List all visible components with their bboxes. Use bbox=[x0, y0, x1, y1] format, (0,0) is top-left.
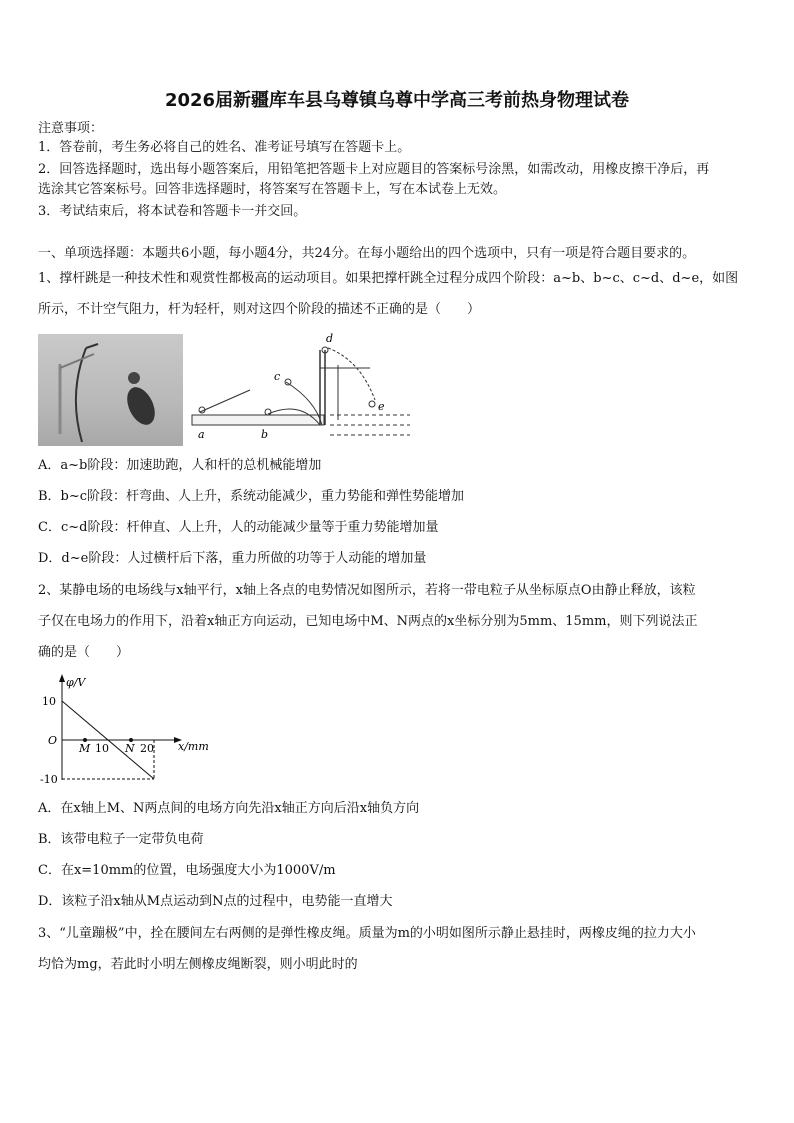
graph-xlabel: x/mm bbox=[178, 740, 209, 753]
q3-stem-line-2: 均恰为mg，若此时小明左侧橡皮绳断裂，则小明此时的 bbox=[38, 957, 358, 972]
q1-option-a: A．a~b阶段：加速助跑，人和杆的总机械能增加 bbox=[38, 458, 322, 473]
graph-xtick-20: 20 bbox=[140, 742, 154, 755]
q3-stem-line-1: 3、“儿童蹦极”中，拴在腰间左右两侧的是弹性橡皮绳。质量为m的小明如图所示静止悬挂时，两橡皮绳的拉力大小 bbox=[38, 926, 696, 941]
notice-heading: 注意事项： bbox=[38, 121, 104, 136]
notice-item-3: 3．考试结束后，将本试卷和答题卡一并交回。 bbox=[38, 204, 307, 219]
graph-origin: O bbox=[48, 734, 58, 747]
potential-graph bbox=[38, 674, 218, 786]
q2-option-b: B．该带电粒子一定带负电荷 bbox=[38, 832, 204, 847]
graph-ylabel: φ/V bbox=[66, 676, 86, 689]
q1-option-d: D．d~e阶段：人过横杆后下落，重力所做的功等于人动能的增加量 bbox=[38, 551, 427, 566]
q1-option-c: C．c~d阶段：杆伸直、人上升，人的动能减少量等于重力势能增加量 bbox=[38, 520, 439, 535]
graph-point-m: M bbox=[79, 742, 91, 755]
pole-vault-diagram bbox=[190, 330, 415, 445]
graph-xtick-10: 10 bbox=[95, 742, 109, 755]
q2-option-d: D．该粒子沿x轴从M点运动到N点的过程中，电势能一直增大 bbox=[38, 894, 393, 909]
label-c: c bbox=[274, 370, 281, 383]
q1-stem-line-2: 所示，不计空气阻力，杆为轻杆，则对这四个阶段的描述不正确的是（ ） bbox=[38, 302, 481, 317]
q1-option-b: B．b~c阶段：杆弯曲、人上升，系统动能减少，重力势能和弹性势能增加 bbox=[38, 489, 465, 504]
q2-stem-line-2: 子仅在电场力的作用下，沿着x轴正方向运动，已知电场中M、N两点的x坐标分别为5mm、15mm，则下列说法正 bbox=[38, 614, 698, 629]
q2-stem-line-3: 确的是（ ） bbox=[38, 645, 130, 660]
q2-option-a: A．在x轴上M、N两点间的电场方向先沿x轴正方向后沿x轴负方向 bbox=[38, 801, 420, 816]
q2-stem-line-1: 2、某静电场的电场线与x轴平行，x轴上各点的电势情况如图所示，若将一带电粒子从坐标原点O由静止释放，该粒 bbox=[38, 583, 696, 598]
pole-vault-photo bbox=[38, 334, 183, 446]
page-title: 2026届新疆库车县乌尊镇乌尊中学高三考前热身物理试卷 bbox=[164, 90, 630, 111]
notice-item-2-cont: 选涂其它答案标号。回答非选择题时，将答案写在答题卡上，写在本试卷上无效。 bbox=[38, 182, 507, 197]
q1-stem-line-1: 1、撑杆跳是一种技术性和观赏性都极高的运动项目。如果把撑杆跳全过程分成四个阶段：a~b、b~c、c~d、d~e，如图 bbox=[38, 271, 739, 286]
graph-ytick-neg10: -10 bbox=[40, 773, 58, 786]
label-d: d bbox=[326, 332, 334, 345]
notice-item-1: 1．答卷前，考生务必将自己的姓名、准考证号填写在答题卡上。 bbox=[38, 140, 411, 155]
section-heading: 一、单项选择题：本题共6小题，每小题4分，共24分。在每小题给出的四个选项中，只有一项是符合题目要求的。 bbox=[38, 246, 696, 261]
graph-point-n: N bbox=[125, 742, 135, 755]
q2-option-c: C．在x=10mm的位置，电场强度大小为1000V/m bbox=[38, 863, 336, 878]
label-b: b bbox=[261, 428, 269, 441]
notice-item-2: 2．回答选择题时，选出每小题答案后，用铅笔把答题卡上对应题目的答案标号涂黑，如需改动，用橡皮擦干净后，再 bbox=[38, 162, 710, 177]
label-a: a bbox=[198, 428, 205, 441]
graph-ytick-10: 10 bbox=[42, 695, 56, 708]
label-e: e bbox=[378, 400, 385, 413]
